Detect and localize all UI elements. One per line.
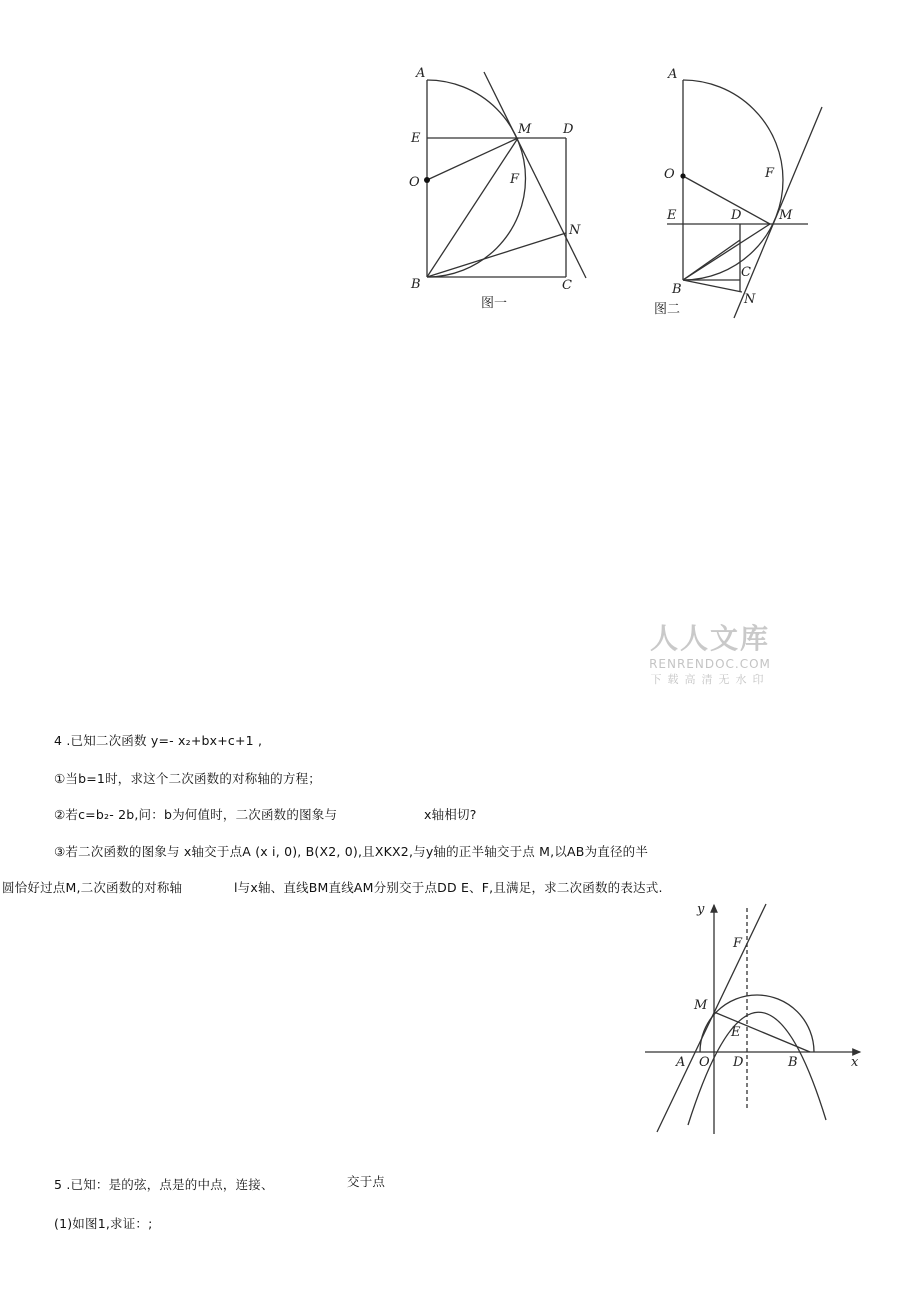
label-B: B — [788, 1055, 798, 1070]
segment-BN — [683, 280, 742, 292]
segment-BD — [683, 240, 740, 280]
watermark-title: 人人文库 — [649, 622, 770, 655]
label-E: E — [731, 1025, 741, 1040]
label-A: A — [668, 67, 678, 82]
figure-2-diagram — [640, 60, 840, 325]
label-D: D — [563, 122, 574, 137]
label-A: A — [676, 1055, 686, 1070]
label-O: O — [699, 1055, 710, 1070]
label-C: C — [741, 265, 751, 280]
problem-5-stem-tail: 交于点 — [347, 1174, 386, 1189]
label-A: A — [416, 66, 426, 81]
tangent-line — [734, 107, 822, 318]
label-N: N — [744, 292, 756, 307]
label-D: D — [731, 208, 742, 223]
label-O: O — [664, 167, 675, 182]
problem-4-part-2: ②若c=b₂- 2b,问：b为何值时，二次函数的图象与 — [54, 807, 338, 822]
point-O-dot — [424, 177, 430, 183]
label-M: M — [694, 998, 708, 1013]
segment-BN — [427, 233, 566, 277]
problem-5-stem: 5 .已知：是的弦，点是的中点，连接、 — [54, 1177, 274, 1192]
label-B: B — [672, 282, 682, 297]
semicircle-AB — [700, 995, 814, 1052]
watermark-tagline: 下载高清无水印 — [650, 673, 770, 686]
label-E: E — [411, 131, 421, 146]
watermark — [640, 617, 780, 687]
point-O-dot — [680, 173, 685, 178]
label-M: M — [779, 208, 793, 223]
label-M: M — [518, 122, 532, 137]
label-N: N — [569, 223, 581, 238]
label-y: y — [697, 902, 705, 917]
figure-3-graph — [640, 895, 870, 1140]
problem-4-part-3-line-2-tail: l与x轴、直线BM直线AM分别交于点DD E、F,且满足，求二次函数的表达式. — [234, 880, 663, 895]
tangent-line — [484, 72, 586, 278]
figure-2-caption: 图二 — [654, 302, 681, 317]
label-D: D — [733, 1055, 744, 1070]
problem-4-part-2-tail: x轴相切? — [424, 807, 477, 822]
line-AM — [657, 904, 766, 1132]
problem-4-part-3-line-1: ③若二次函数的图象与 x轴交于点A (x i, 0), B(X2, 0),且XKX2,与y轴的正半轴交于点 M,以AB为直径的半 — [54, 844, 649, 859]
label-x: x — [851, 1055, 859, 1070]
label-E: E — [667, 208, 677, 223]
problem-4-part-1: ①当b=1时，求这个二次函数的对称轴的方程； — [54, 771, 321, 786]
label-B: B — [411, 277, 421, 292]
label-C: C — [562, 278, 572, 293]
problem-4-part-3-line-2: 圆恰好过点M,二次函数的对称轴 — [2, 880, 183, 895]
figure-1-diagram — [400, 60, 600, 320]
problem-4-stem: 4 .已知二次函数 y=- x₂+bx+c+1 , — [54, 733, 263, 748]
segment-OM — [683, 176, 770, 224]
label-F: F — [733, 936, 743, 951]
figure-1-caption: 图一 — [481, 296, 508, 311]
problem-5-part-1: (1)如图1,求证：; — [54, 1216, 153, 1231]
label-F: F — [765, 166, 775, 181]
label-F: F — [510, 172, 520, 187]
segment-BM — [714, 1012, 810, 1052]
label-O: O — [409, 175, 420, 190]
watermark-site: RENRENDOC.COM — [649, 657, 771, 671]
